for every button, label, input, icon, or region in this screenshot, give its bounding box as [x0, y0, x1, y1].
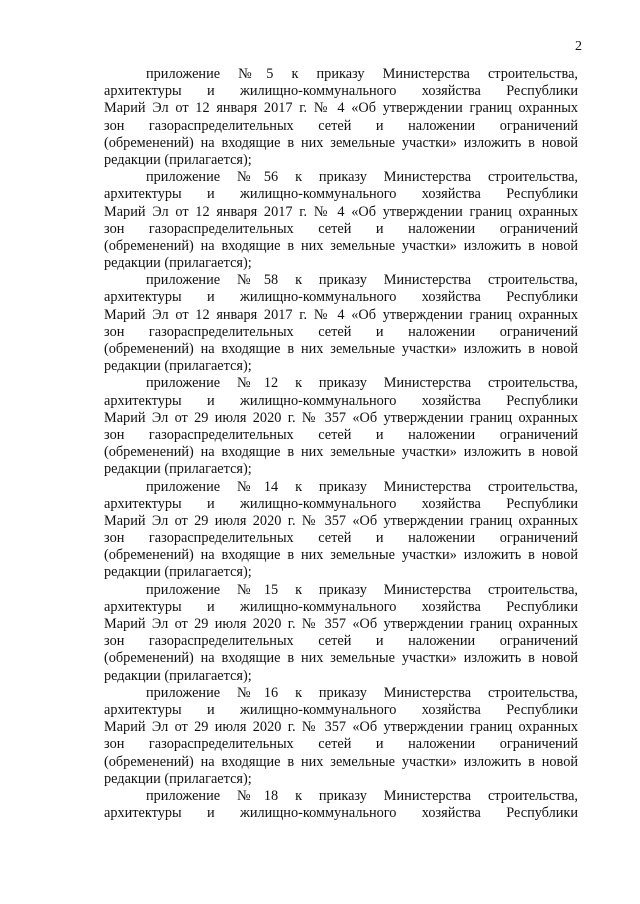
paragraph — [104, 685, 578, 788]
text-line: Марий Эл от 12 января 2017 г. № 4 «Об утверждении границ охранных — [104, 100, 578, 117]
text-line: (обременений) на входящие в них земельные участки» изложить в новой — [104, 237, 578, 254]
text-line: приложение №14 к приказу Министерства строительства, — [146, 478, 578, 495]
text-line: (обременений) на входящие в них земельные участки» изложить в новой — [104, 444, 578, 461]
document-body — [104, 66, 578, 822]
text-line: Марий Эл от 12 января 2017 г. № 4 «Об утверждении границ охранных — [104, 306, 578, 323]
text-line: редакции (прилагается); — [104, 564, 252, 581]
text-line: Марий Эл от 29 июля 2020 г. № 357 «Об утверждении границ охранных — [104, 512, 578, 529]
paragraph — [104, 66, 578, 169]
text-line: архитектуры и жилищно-коммунального хозяйства Республики — [104, 392, 578, 409]
text-line: архитектуры и жилищно-коммунального хозяйства Республики — [104, 495, 578, 512]
text-line: редакции (прилагается); — [104, 461, 252, 478]
text-line: Марий Эл от 12 января 2017 г. № 4 «Об утверждении границ охранных — [104, 203, 578, 220]
page-number: 2 — [575, 39, 582, 54]
text-line: редакции (прилагается); — [104, 255, 252, 272]
text-line: зон газораспределительных сетей и наложении ограничений — [104, 736, 578, 753]
text-line: архитектуры и жилищно-коммунального хозяйства Республики — [104, 701, 578, 718]
text-line: архитектуры и жилищно-коммунального хозяйства Республики — [104, 598, 578, 615]
text-line: приложение №5 к приказу Министерства строительства, — [146, 66, 578, 82]
paragraph — [104, 375, 578, 478]
text-line: архитектуры и жилищно-коммунального хозяйства Республики — [104, 186, 578, 203]
text-line: архитектуры и жилищно-коммунального хозяйства Республики — [104, 289, 578, 306]
paragraph — [104, 582, 578, 685]
text-line: (обременений) на входящие в них земельные участки» изложить в новой — [104, 650, 578, 667]
text-line: зон газораспределительных сетей и наложении ограничений — [104, 220, 578, 237]
paragraph — [104, 788, 578, 822]
text-line: редакции (прилагается); — [104, 667, 252, 684]
text-line: приложение №58 к приказу Министерства строительства, — [146, 272, 578, 289]
text-line: приложение №56 к приказу Министерства строительства, — [146, 169, 578, 186]
text-line: редакции (прилагается); — [104, 770, 252, 787]
text-line: приложение №16 к приказу Министерства строительства, — [146, 684, 578, 701]
text-line: архитектуры и жилищно-коммунального хозяйства Республики — [104, 805, 578, 822]
text-line: (обременений) на входящие в них земельные участки» изложить в новой — [104, 341, 578, 357]
text-line: приложение №12 к приказу Министерства строительства, — [146, 375, 578, 392]
text-line: Марий Эл от 29 июля 2020 г. № 357 «Об утверждении границ охранных — [104, 616, 578, 632]
text-line: редакции (прилагается); — [104, 151, 252, 168]
text-line: Марий Эл от 29 июля 2020 г. № 357 «Об утверждении границ охранных — [104, 409, 578, 426]
text-line: зон газораспределительных сетей и наложении ограничений — [104, 426, 578, 443]
text-line: (обременений) на входящие в них земельные участки» изложить в новой — [104, 547, 578, 564]
text-line: (обременений) на входящие в них земельные участки» изложить в новой — [104, 134, 578, 151]
text-line: (обременений) на входящие в них земельные участки» изложить в новой — [104, 753, 578, 770]
text-line: Марий Эл от 29 июля 2020 г. № 357 «Об утверждении границ охранных — [104, 719, 578, 736]
text-line: зон газораспределительных сетей и наложении ограничений — [104, 323, 578, 340]
text-line: архитектуры и жилищно-коммунального хозяйства Республики — [104, 83, 578, 100]
text-line: зон газораспределительных сетей и наложении ограничений — [104, 117, 578, 134]
text-line: зон газораспределительных сетей и наложении ограничений — [104, 530, 578, 547]
text-line: приложение №15 к приказу Министерства строительства, — [146, 581, 578, 598]
paragraph — [104, 272, 578, 375]
paragraph — [104, 169, 578, 272]
text-line: редакции (прилагается); — [104, 358, 252, 375]
paragraph — [104, 479, 578, 582]
text-line: зон газораспределительных сетей и наложении ограничений — [104, 633, 578, 650]
text-line: приложение №18 к приказу Министерства строительства, — [146, 787, 578, 804]
